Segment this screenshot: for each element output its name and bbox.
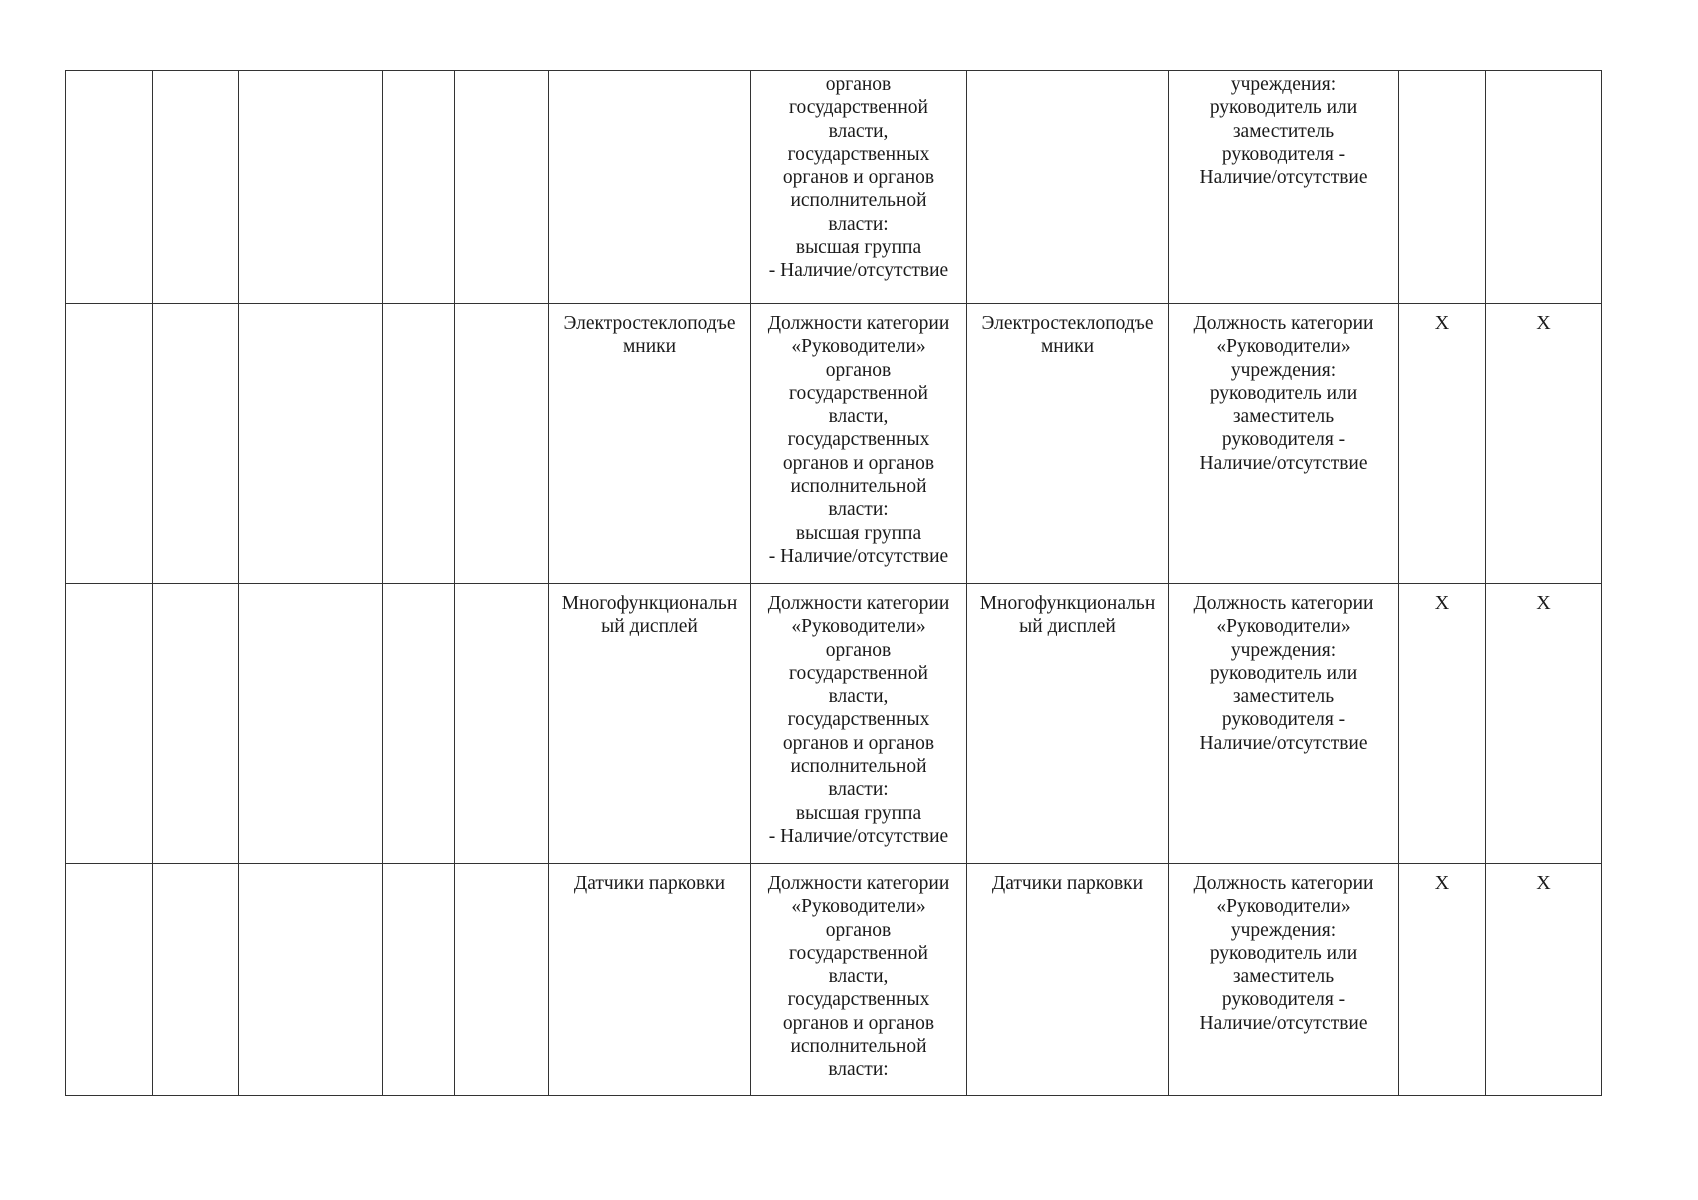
position-state-text: Должности категории «Руководители» органов государственной власти, государственных органов и органов исполнительной власти: высшая группа - Наличие/отсутствие [767,313,950,567]
position-state-text: органов государственной власти, государственных органов и органов исполнительной власти: высшая группа - Наличие/отсутствие [768,74,949,282]
device-cell [549,71,751,304]
position-institution-text: Должность категории «Руководители» учреждения: руководитель или заместитель руководителя - Наличие/отсутствие [1193,593,1374,754]
empty-cell [153,864,239,1096]
table-row [66,71,1602,304]
mark-cell [1399,304,1486,584]
requirements-table [65,70,1602,1096]
table-row [66,304,1602,584]
empty-cell [153,584,239,864]
device-name: Электростеклоподъе мники [563,313,736,358]
mark-cell [1486,584,1602,864]
device-cell [549,864,751,1096]
empty-cell [239,304,383,584]
empty-cell [455,304,549,584]
device-name: Многофункциональн ый дисплей [561,593,738,638]
mark-value: X [1434,872,1450,894]
mark-value: X [1434,592,1450,614]
table-row [66,584,1602,864]
device-cell [967,304,1169,584]
empty-cell [66,584,153,864]
mark-cell [1399,584,1486,864]
table-row [66,864,1602,1096]
position-state-cell [751,584,967,864]
position-institution-text: учреждения: руководитель или заместитель руководителя - Наличие/отсутствие [1199,74,1368,189]
device-name: Датчики парковки [573,873,726,894]
device-cell [967,584,1169,864]
position-state-text: Должности категории «Руководители» органов государственной власти, государственных органов и органов исполнительной власти: высшая группа - Наличие/отсутствие [767,593,950,847]
empty-cell [455,71,549,304]
empty-cell [153,71,239,304]
device-cell [967,71,1169,304]
position-institution-cell [1169,71,1399,304]
empty-cell [239,864,383,1096]
position-institution-text: Должность категории «Руководители» учреждения: руководитель или заместитель руководителя - Наличие/отсутствие [1193,313,1374,474]
mark-cell [1486,864,1602,1096]
position-institution-text: Должность категории «Руководители» учреждения: руководитель или заместитель руководителя - Наличие/отсутствие [1193,873,1374,1034]
device-name: Датчики парковки [991,873,1144,894]
empty-cell [66,71,153,304]
position-state-cell [751,864,967,1096]
position-institution-cell [1169,584,1399,864]
mark-value: X [1536,312,1551,334]
empty-cell [66,864,153,1096]
empty-cell [383,304,455,584]
position-state-cell [751,71,967,304]
empty-cell [383,584,455,864]
empty-cell [383,71,455,304]
mark-value: X [1434,312,1450,334]
mark-cell [1399,71,1486,304]
device-name: Электростеклоподъе мники [981,313,1154,358]
mark-value: X [1536,872,1551,894]
mark-value: X [1536,592,1551,614]
mark-cell [1399,864,1486,1096]
mark-cell [1486,71,1602,304]
position-institution-cell [1169,304,1399,584]
empty-cell [383,864,455,1096]
position-state-cell [751,304,967,584]
device-cell [967,864,1169,1096]
empty-cell [239,71,383,304]
device-cell [549,584,751,864]
device-cell [549,304,751,584]
mark-cell [1486,304,1602,584]
device-name: Многофункциональн ый дисплей [979,593,1156,638]
position-state-text: Должности категории «Руководители» органов государственной власти, государственных органов и органов исполнительной власти: [767,873,950,1081]
empty-cell [153,304,239,584]
empty-cell [455,584,549,864]
empty-cell [66,304,153,584]
document-sheet [65,70,1602,1096]
empty-cell [239,584,383,864]
position-institution-cell [1169,864,1399,1096]
empty-cell [455,864,549,1096]
